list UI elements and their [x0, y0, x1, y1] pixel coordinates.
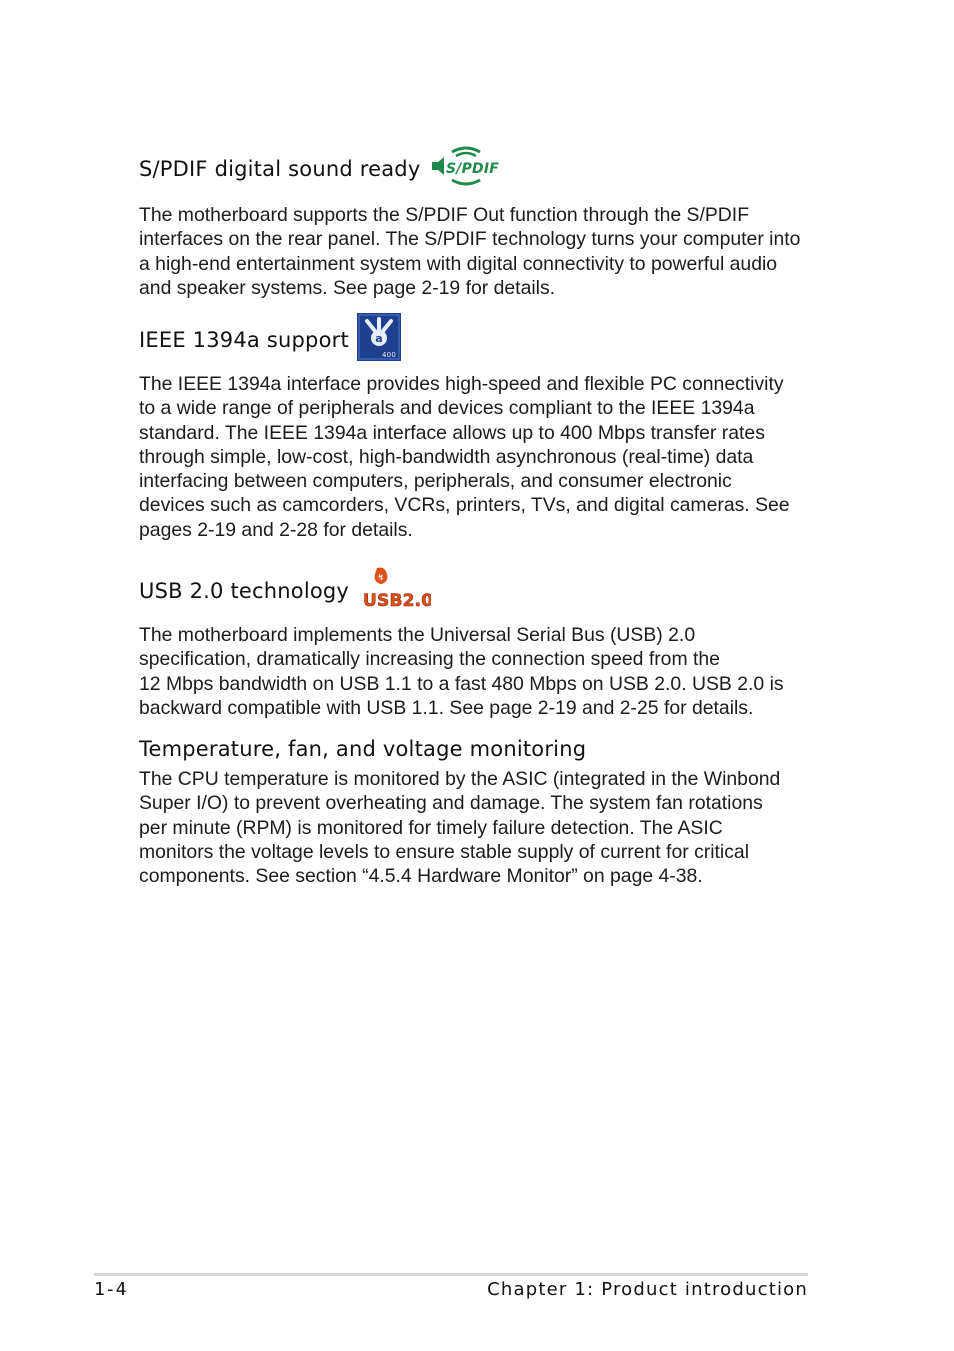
section-heading [139, 737, 809, 761]
spdif-heading-text: S/PDIF digital sound ready [139, 156, 421, 181]
footer-divider [94, 1273, 808, 1276]
section-heading [139, 566, 809, 615]
section-heading [139, 313, 809, 366]
svg-text:a: a [375, 332, 383, 345]
ieee1394-heading-text: IEEE 1394a support [139, 327, 349, 352]
spdif-icon [430, 146, 502, 191]
svg-text:USB2.0: USB2.0 [363, 591, 432, 610]
spdif-body: The motherboard supports the S/PDIF Out function through the S/PDIF interfaces on the rear panel. The S/PDIF technology turns your computer into a high-end entertainment system with digital connectivity to powerful audio and speaker systems. See page 2-19 for details. [139, 204, 801, 299]
chapter-title: Chapter 1: Product introduction [487, 1279, 808, 1300]
hw-monitor-heading-text: Temperature, fan, and voltage monitoring [139, 737, 587, 761]
section-spdif [139, 146, 809, 300]
section-hw-monitor [139, 737, 809, 888]
usb2-body: The motherboard implements the Universal Serial Bus (USB) 2.0 specification, dramatically increasing the connection speed from the 12 Mbps bandwidth on USB 1.1 to a fast 480 Mbps on USB 2.0. USB 2.0 is backward compatible with USB 1.1. See page 2-19 and 2-25 for details. [139, 624, 784, 719]
usb2-icon [361, 566, 431, 615]
section-heading [139, 146, 809, 191]
usb2-heading-text: USB 2.0 technology [139, 578, 350, 603]
ieee1394-body: The IEEE 1394a interface provides high-speed and flexible PC connectivity to a wide range of peripherals and devices compliant to the IEEE 1394a standard. The IEEE 1394a interface allows up to 400 Mbps transfer rates through simple, low-cost, high-bandwidth asynchronous (real-time) data interfacing between computers, peripherals, and consumer electronic devices such as camcorders, VCRs, printers, TVs, and digital cameras. See pages 2-19 and 2-28 for details. [139, 373, 790, 541]
svg-text:400: 400 [381, 351, 396, 359]
section-ieee1394 [139, 313, 809, 542]
hw-monitor-body: The CPU temperature is monitored by the ASIC (integrated in the Winbond Super I/O) to prevent overheating and damage. The system fan rotations per minute (RPM) is monitored for timely failure detection. The ASIC monitors the voltage levels to ensure stable supply of current for critical components. See section “4.5.4 Hardware Monitor” on page 4-38. [139, 768, 781, 888]
page-number: 1-4 [94, 1279, 127, 1300]
section-usb2 [139, 566, 809, 720]
svg-text:↯: ↯ [377, 573, 385, 582]
ieee1394-icon [357, 313, 401, 366]
svg-text:S/PDIF: S/PDIF [446, 161, 500, 177]
